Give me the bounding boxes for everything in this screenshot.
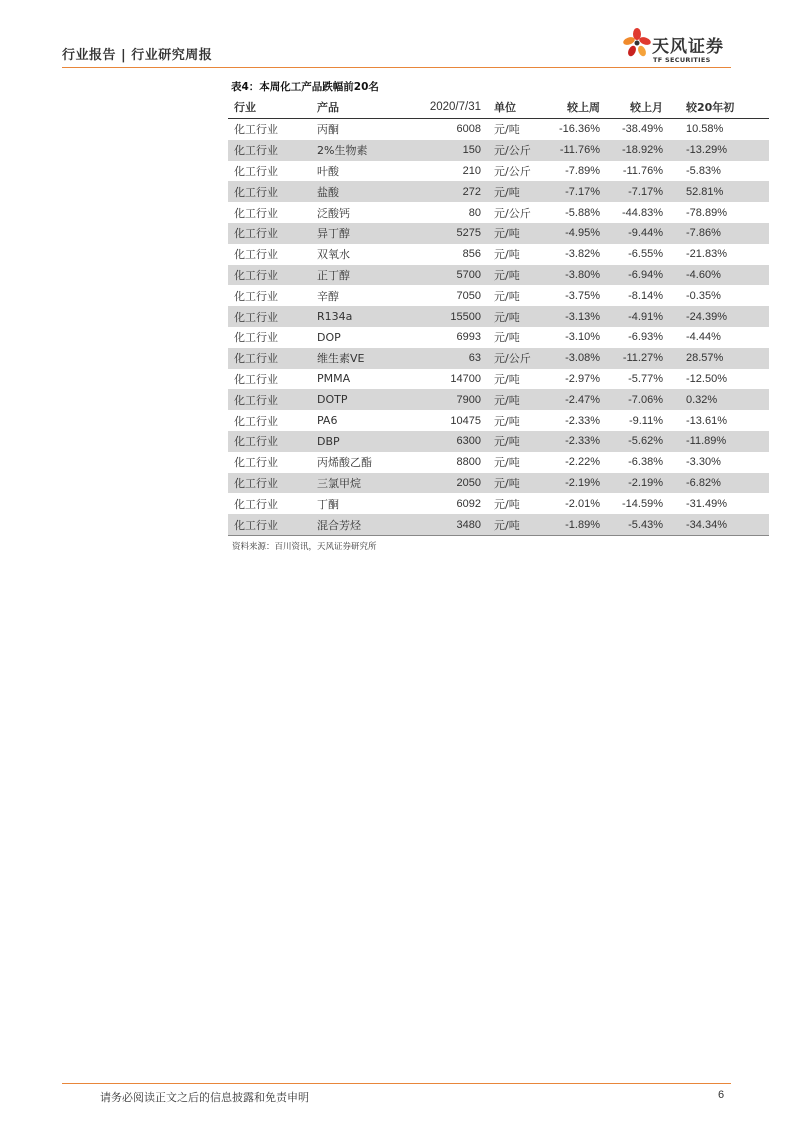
table-row bbox=[228, 244, 769, 265]
cell-unit: 元/吨 bbox=[494, 123, 520, 137]
cell-product: 三氯甲烷 bbox=[317, 476, 361, 490]
cell-unit: 元/吨 bbox=[494, 497, 520, 511]
cell-product: 双氧水 bbox=[317, 248, 350, 262]
header-vs-last-month: 较上月 bbox=[630, 100, 663, 114]
cell-vs-last-month: -38.49% bbox=[622, 123, 663, 136]
cell-price: 6008 bbox=[456, 123, 481, 136]
cell-product: 丁酮 bbox=[317, 497, 339, 511]
table-row bbox=[228, 452, 769, 473]
cell-vs-last-month: -4.91% bbox=[628, 310, 663, 323]
cell-product: 盐酸 bbox=[317, 185, 339, 199]
cell-industry: 化工行业 bbox=[234, 289, 278, 303]
cell-unit: 元/公斤 bbox=[494, 206, 531, 220]
cell-industry: 化工行业 bbox=[234, 497, 278, 511]
cell-unit: 元/吨 bbox=[494, 289, 520, 303]
table-row bbox=[228, 140, 769, 161]
table-row bbox=[228, 348, 769, 369]
cell-vs-year-start: -12.50% bbox=[686, 372, 727, 385]
cell-industry: 化工行业 bbox=[234, 414, 278, 428]
cell-product: 叶酸 bbox=[317, 164, 339, 178]
data-source-note: 资料来源：百川资讯，天风证券研究所 bbox=[232, 542, 377, 552]
cell-industry: 化工行业 bbox=[234, 164, 278, 178]
cell-unit: 元/吨 bbox=[494, 185, 520, 199]
cell-product: PA6 bbox=[317, 414, 338, 428]
cell-product: DOTP bbox=[317, 393, 348, 407]
cell-vs-last-week: -16.36% bbox=[559, 123, 600, 136]
cell-unit: 元/公斤 bbox=[494, 144, 531, 158]
table-row bbox=[228, 327, 769, 348]
cell-product: 正丁醇 bbox=[317, 268, 350, 282]
header-vs-last-week: 较上周 bbox=[567, 100, 600, 114]
cell-product: 维生素VE bbox=[317, 352, 365, 366]
cell-price: 210 bbox=[462, 164, 481, 177]
logo-english-name: TF SECURITIES bbox=[653, 56, 711, 64]
cell-price: 150 bbox=[462, 144, 481, 157]
cell-vs-last-week: -2.01% bbox=[565, 497, 600, 510]
header-divider bbox=[62, 67, 731, 68]
cell-industry: 化工行业 bbox=[234, 310, 278, 324]
table-bottom-rule bbox=[228, 535, 769, 536]
table-row bbox=[228, 265, 769, 286]
cell-vs-year-start: -21.83% bbox=[686, 248, 727, 261]
cell-unit: 元/吨 bbox=[494, 310, 520, 324]
cell-vs-year-start: -5.83% bbox=[686, 164, 721, 177]
cell-product: PMMA bbox=[317, 372, 351, 386]
table-row bbox=[228, 223, 769, 244]
cell-industry: 化工行业 bbox=[234, 435, 278, 449]
cell-vs-last-week: -4.95% bbox=[565, 227, 600, 240]
cell-price: 7900 bbox=[456, 393, 481, 406]
cell-vs-year-start: -6.82% bbox=[686, 476, 721, 489]
cell-industry: 化工行业 bbox=[234, 476, 278, 490]
cell-vs-last-month: -6.94% bbox=[628, 268, 663, 281]
cell-price: 5275 bbox=[456, 227, 481, 240]
cell-vs-last-month: -11.27% bbox=[622, 352, 663, 365]
cell-unit: 元/吨 bbox=[494, 393, 520, 407]
cell-unit: 元/吨 bbox=[494, 268, 520, 282]
cell-product: 异丁醇 bbox=[317, 227, 350, 241]
header-product: 产品 bbox=[317, 100, 339, 114]
cell-price: 7050 bbox=[456, 289, 481, 302]
cell-product: 丙酮 bbox=[317, 123, 339, 137]
cell-vs-last-week: -7.17% bbox=[565, 185, 600, 198]
cell-vs-last-week: -2.33% bbox=[565, 435, 600, 448]
footer-disclaimer: 请务必阅读正文之后的信息披露和免责申明 bbox=[100, 1091, 309, 1104]
cell-vs-last-week: -5.88% bbox=[565, 206, 600, 219]
cell-vs-last-week: -2.19% bbox=[565, 476, 600, 489]
price-decline-table bbox=[228, 95, 769, 536]
table-body bbox=[228, 119, 769, 535]
cell-vs-year-start: -34.34% bbox=[686, 518, 727, 531]
cell-vs-last-month: -14.59% bbox=[622, 497, 663, 510]
table-row bbox=[228, 181, 769, 202]
cell-industry: 化工行业 bbox=[234, 185, 278, 199]
header-unit: 单位 bbox=[494, 100, 516, 114]
cell-price: 6300 bbox=[456, 435, 481, 448]
cell-vs-last-month: -18.92% bbox=[622, 144, 663, 157]
cell-unit: 元/吨 bbox=[494, 331, 520, 345]
cell-vs-year-start: -78.89% bbox=[686, 206, 727, 219]
cell-product: DBP bbox=[317, 434, 340, 448]
cell-vs-year-start: -0.35% bbox=[686, 289, 721, 302]
cell-price: 10475 bbox=[450, 414, 481, 427]
cell-unit: 元/吨 bbox=[494, 518, 520, 532]
header-vs-year-start: 较20年初 bbox=[686, 100, 735, 114]
petal-logo-icon bbox=[622, 26, 652, 66]
cell-product: DOP bbox=[317, 330, 341, 344]
cell-vs-last-month: -6.55% bbox=[628, 248, 663, 261]
cell-unit: 元/吨 bbox=[494, 476, 520, 490]
table-row bbox=[228, 410, 769, 431]
cell-industry: 化工行业 bbox=[234, 123, 278, 137]
cell-product: R134a bbox=[317, 310, 353, 324]
cell-unit: 元/吨 bbox=[494, 227, 520, 241]
table-row bbox=[228, 202, 769, 223]
cell-vs-year-start: -4.60% bbox=[686, 268, 721, 281]
header-industry: 行业 bbox=[234, 100, 256, 114]
cell-vs-last-week: -11.76% bbox=[559, 144, 600, 157]
table-row bbox=[228, 119, 769, 140]
table-row bbox=[228, 161, 769, 182]
report-header-title: 行业报告 | 行业研究周报 bbox=[62, 48, 213, 63]
cell-vs-last-week: -2.22% bbox=[565, 456, 600, 469]
table-caption: 表4：本周化工产品跌幅前20名 bbox=[231, 81, 379, 93]
cell-industry: 化工行业 bbox=[234, 248, 278, 262]
cell-vs-year-start: -13.61% bbox=[686, 414, 727, 427]
cell-vs-last-week: -3.82% bbox=[565, 248, 600, 261]
table-row bbox=[228, 389, 769, 410]
page-number: 6 bbox=[718, 1089, 725, 1101]
cell-price: 272 bbox=[462, 185, 481, 198]
cell-vs-last-month: -9.11% bbox=[628, 414, 663, 427]
cell-unit: 元/公斤 bbox=[494, 164, 531, 178]
cell-unit: 元/吨 bbox=[494, 435, 520, 449]
cell-price: 63 bbox=[468, 352, 481, 365]
cell-vs-year-start: 0.32% bbox=[686, 393, 718, 406]
cell-vs-year-start: 10.58% bbox=[686, 123, 724, 136]
cell-vs-year-start: -7.86% bbox=[686, 227, 721, 240]
table-row bbox=[228, 431, 769, 452]
cell-industry: 化工行业 bbox=[234, 331, 278, 345]
cell-vs-last-month: -44.83% bbox=[622, 206, 663, 219]
cell-price: 8800 bbox=[456, 456, 481, 469]
cell-vs-year-start: -13.29% bbox=[686, 144, 727, 157]
footer-divider bbox=[62, 1083, 731, 1084]
cell-vs-last-month: -11.76% bbox=[622, 164, 663, 177]
cell-vs-year-start: 52.81% bbox=[686, 185, 724, 198]
cell-vs-last-week: -2.47% bbox=[565, 393, 600, 406]
cell-product: 2%生物素 bbox=[317, 144, 368, 158]
cell-vs-last-month: -8.14% bbox=[628, 289, 663, 302]
cell-unit: 元/吨 bbox=[494, 248, 520, 262]
cell-vs-last-month: -5.62% bbox=[628, 435, 663, 448]
cell-vs-last-month: -5.43% bbox=[628, 518, 663, 531]
cell-industry: 化工行业 bbox=[234, 227, 278, 241]
cell-price: 6993 bbox=[456, 331, 481, 344]
cell-vs-last-month: -2.19% bbox=[628, 476, 663, 489]
table-row bbox=[228, 493, 769, 514]
cell-vs-last-week: -7.89% bbox=[565, 164, 600, 177]
cell-vs-year-start: -11.89% bbox=[686, 435, 727, 448]
table-row bbox=[228, 369, 769, 390]
cell-industry: 化工行业 bbox=[234, 456, 278, 470]
cell-industry: 化工行业 bbox=[234, 393, 278, 407]
cell-price: 856 bbox=[462, 248, 481, 261]
cell-vs-year-start: 28.57% bbox=[686, 352, 724, 365]
table-row bbox=[228, 285, 769, 306]
cell-price: 6092 bbox=[456, 497, 481, 510]
cell-vs-last-week: -3.10% bbox=[565, 331, 600, 344]
cell-unit: 元/吨 bbox=[494, 372, 520, 386]
cell-price: 14700 bbox=[450, 372, 481, 385]
cell-unit: 元/吨 bbox=[494, 456, 520, 470]
cell-industry: 化工行业 bbox=[234, 206, 278, 220]
cell-industry: 化工行业 bbox=[234, 144, 278, 158]
cell-industry: 化工行业 bbox=[234, 352, 278, 366]
cell-vs-last-month: -7.17% bbox=[628, 185, 663, 198]
table-row bbox=[228, 306, 769, 327]
cell-vs-last-month: -7.06% bbox=[628, 393, 663, 406]
cell-product: 混合芳烃 bbox=[317, 518, 361, 532]
cell-vs-last-month: -6.38% bbox=[628, 456, 663, 469]
cell-product: 丙烯酸乙酯 bbox=[317, 456, 372, 470]
cell-price: 80 bbox=[468, 206, 481, 219]
cell-price: 2050 bbox=[456, 476, 481, 489]
cell-vs-year-start: -4.44% bbox=[686, 331, 721, 344]
cell-vs-last-week: -3.75% bbox=[565, 289, 600, 302]
cell-vs-year-start: -24.39% bbox=[686, 310, 727, 323]
table-header-row bbox=[228, 95, 769, 119]
cell-price: 5700 bbox=[456, 268, 481, 281]
cell-price: 15500 bbox=[450, 310, 481, 323]
cell-vs-last-month: -9.44% bbox=[628, 227, 663, 240]
cell-unit: 元/公斤 bbox=[494, 352, 531, 366]
cell-price: 3480 bbox=[456, 518, 481, 531]
cell-vs-last-month: -5.77% bbox=[628, 372, 663, 385]
cell-vs-last-week: -2.97% bbox=[565, 372, 600, 385]
cell-vs-last-week: -3.13% bbox=[565, 310, 600, 323]
logo-chinese-name: 天风证券 bbox=[652, 37, 724, 57]
company-logo bbox=[622, 24, 734, 68]
cell-vs-year-start: -3.30% bbox=[686, 456, 721, 469]
cell-industry: 化工行业 bbox=[234, 518, 278, 532]
cell-industry: 化工行业 bbox=[234, 372, 278, 386]
cell-vs-last-week: -3.80% bbox=[565, 268, 600, 281]
header-price-date: 2020/7/31 bbox=[429, 100, 481, 113]
table-row bbox=[228, 473, 769, 494]
cell-product: 泛酸钙 bbox=[317, 206, 350, 220]
cell-vs-last-week: -3.08% bbox=[565, 352, 600, 365]
cell-vs-last-week: -2.33% bbox=[565, 414, 600, 427]
table-row bbox=[228, 514, 769, 535]
cell-vs-last-week: -1.89% bbox=[565, 518, 600, 531]
cell-product: 辛醇 bbox=[317, 289, 339, 303]
cell-industry: 化工行业 bbox=[234, 268, 278, 282]
cell-unit: 元/吨 bbox=[494, 414, 520, 428]
cell-vs-year-start: -31.49% bbox=[686, 497, 727, 510]
cell-vs-last-month: -6.93% bbox=[628, 331, 663, 344]
